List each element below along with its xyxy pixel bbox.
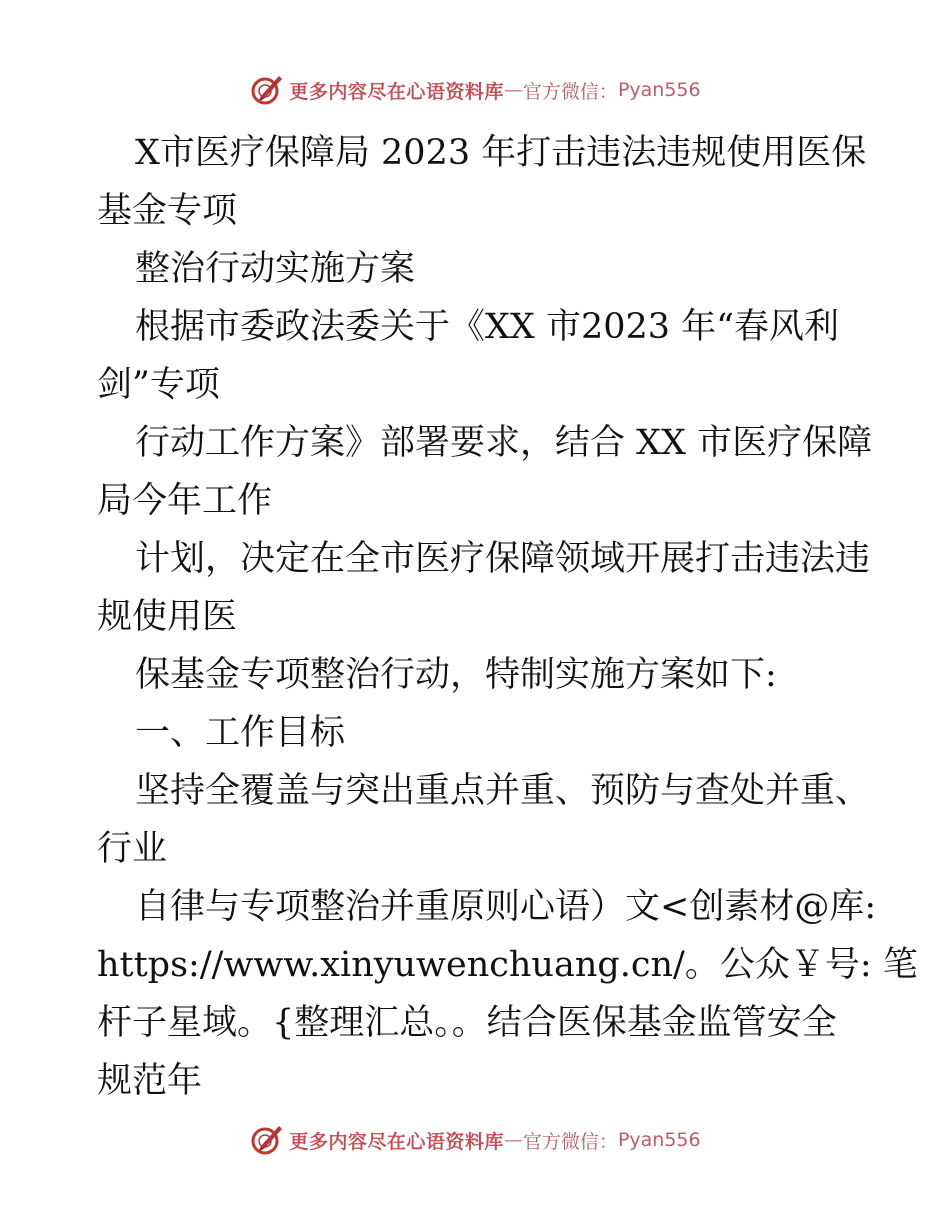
doc-paragraph-line: 保基金专项整治行动，特制实施方案如下: bbox=[135, 655, 777, 695]
banner-brand-text: 更多内容尽在心语资料库 bbox=[289, 1130, 504, 1153]
doc-paragraph-line: 坚持全覆盖与突出重点并重、预防与查处并重、 bbox=[135, 771, 871, 811]
doc-paragraph-line: 自律与专项整治并重原则心语）文<创素材@库: bbox=[135, 887, 877, 927]
document-body bbox=[97, 124, 918, 1110]
banner-wechat-id: Pyan556 bbox=[617, 1129, 701, 1151]
doc-subtitle: 整治行动实施方案 bbox=[135, 249, 416, 289]
banner-separator: — bbox=[503, 1129, 523, 1151]
banner-wechat-label: 官方微信： bbox=[522, 1130, 618, 1153]
header-banner bbox=[0, 70, 950, 110]
doc-paragraph-line: https://www.xinyuwenchuang.cn/。公众￥号: 笔 bbox=[97, 945, 918, 985]
doc-paragraph-line: 行业 bbox=[97, 829, 168, 869]
doc-paragraph-line: 杆子星域。{整理汇总。。结合医保基金监管安全 bbox=[97, 1003, 837, 1043]
doc-title-line-2: 基金专项 bbox=[97, 191, 238, 231]
banner-wechat-label: 官方微信： bbox=[522, 80, 618, 103]
doc-paragraph-line: 计划，决定在全市医疗保障领域开展打击违法违 bbox=[135, 539, 871, 579]
doc-paragraph-line: 剑”专项 bbox=[97, 365, 220, 405]
doc-paragraph-line: 局今年工作 bbox=[97, 481, 273, 521]
banner-separator: — bbox=[503, 79, 523, 101]
doc-paragraph-line: 规范年 bbox=[97, 1061, 203, 1101]
doc-paragraph-line: 根据市委政法委关于《XX 市2023 年“春风利 bbox=[135, 307, 840, 347]
pen-logo-icon bbox=[249, 72, 285, 108]
banner-brand-text: 更多内容尽在心语资料库 bbox=[289, 80, 504, 103]
pen-logo-icon bbox=[249, 1122, 285, 1158]
doc-paragraph-line: 规使用医 bbox=[97, 597, 238, 637]
doc-paragraph-line: 行动工作方案》部署要求，结合 XX 市医疗保障 bbox=[135, 423, 873, 463]
doc-section-heading: 一、工作目标 bbox=[135, 713, 346, 753]
banner-wechat-id: Pyan556 bbox=[617, 79, 701, 101]
doc-title-line-1: X市医疗保障局 2023 年打击违法违规使用医保 bbox=[135, 133, 867, 173]
footer-banner bbox=[0, 1120, 950, 1160]
